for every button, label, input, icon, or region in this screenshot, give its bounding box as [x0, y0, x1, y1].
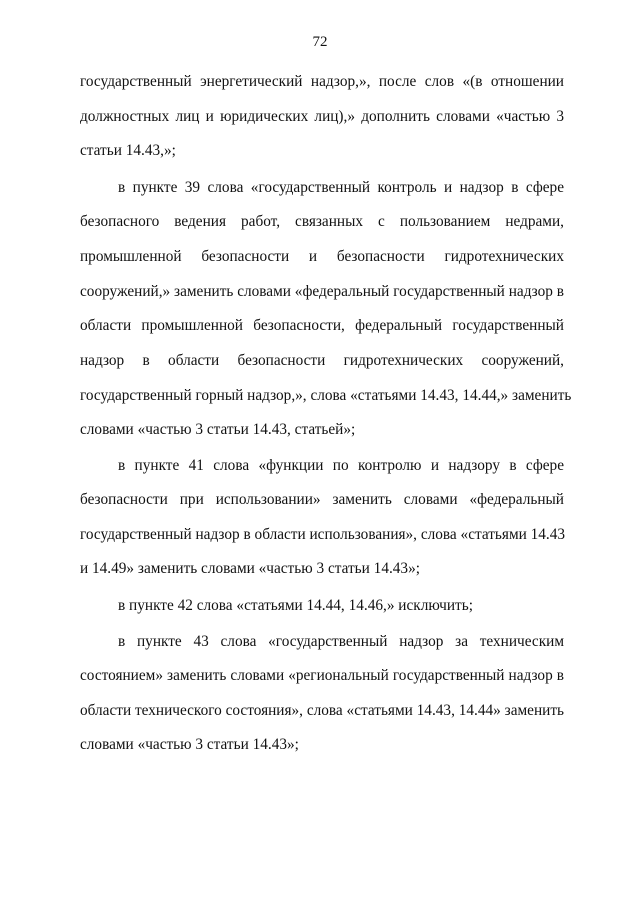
text-line: и 14.49» заменить словами «частью 3 статьи 14.43»; [80, 560, 420, 577]
text-line: области промышленной безопасности, федеральный государственный [80, 317, 564, 334]
text-line: словами «частью 3 статьи 14.43, статьей»; [80, 421, 356, 438]
text-line: должностных лиц и юридических лиц),» дополнить словами «частью 3 [80, 108, 564, 125]
text-line: безопасности при использовании» заменить словами «федеральный [80, 491, 564, 508]
text-line: в пункте 39 слова «государственный контроль и надзор в сфере [118, 179, 564, 196]
text-line: состоянием» заменить словами «региональный государственный надзор в [80, 667, 564, 684]
text-line: области технического состояния», слова «статьями 14.43, 14.44» заменить [80, 702, 564, 719]
text-line: в пункте 42 слова «статьями 14.44, 14.46,» исключить; [118, 597, 473, 614]
text-line: промышленной безопасности и безопасности гидротехнических [80, 248, 564, 265]
page-number: 72 [312, 34, 328, 50]
text-line: государственный надзор в области использования», слова «статьями 14.43 [80, 526, 566, 543]
text-line: государственный энергетический надзор,», после слов «(в отношении [80, 73, 564, 90]
text-line: сооружений,» заменить словами «федеральный государственный надзор в [80, 283, 564, 300]
text-line: словами «частью 3 статьи 14.43»; [80, 736, 299, 753]
text-line: государственный горный надзор,», слова «статьями 14.43, 14.44,» заменить [80, 387, 572, 404]
text-line: в пункте 43 слова «государственный надзор за техническим [118, 633, 564, 650]
text-line: безопасного ведения работ, связанных с пользованием недрами, [80, 213, 564, 230]
text-line: надзор в области безопасности гидротехнических сооружений, [80, 352, 564, 369]
text-line: в пункте 41 слова «функции по контролю и надзору в сфере [118, 457, 564, 474]
text-line: статьи 14.43,»; [80, 142, 176, 159]
